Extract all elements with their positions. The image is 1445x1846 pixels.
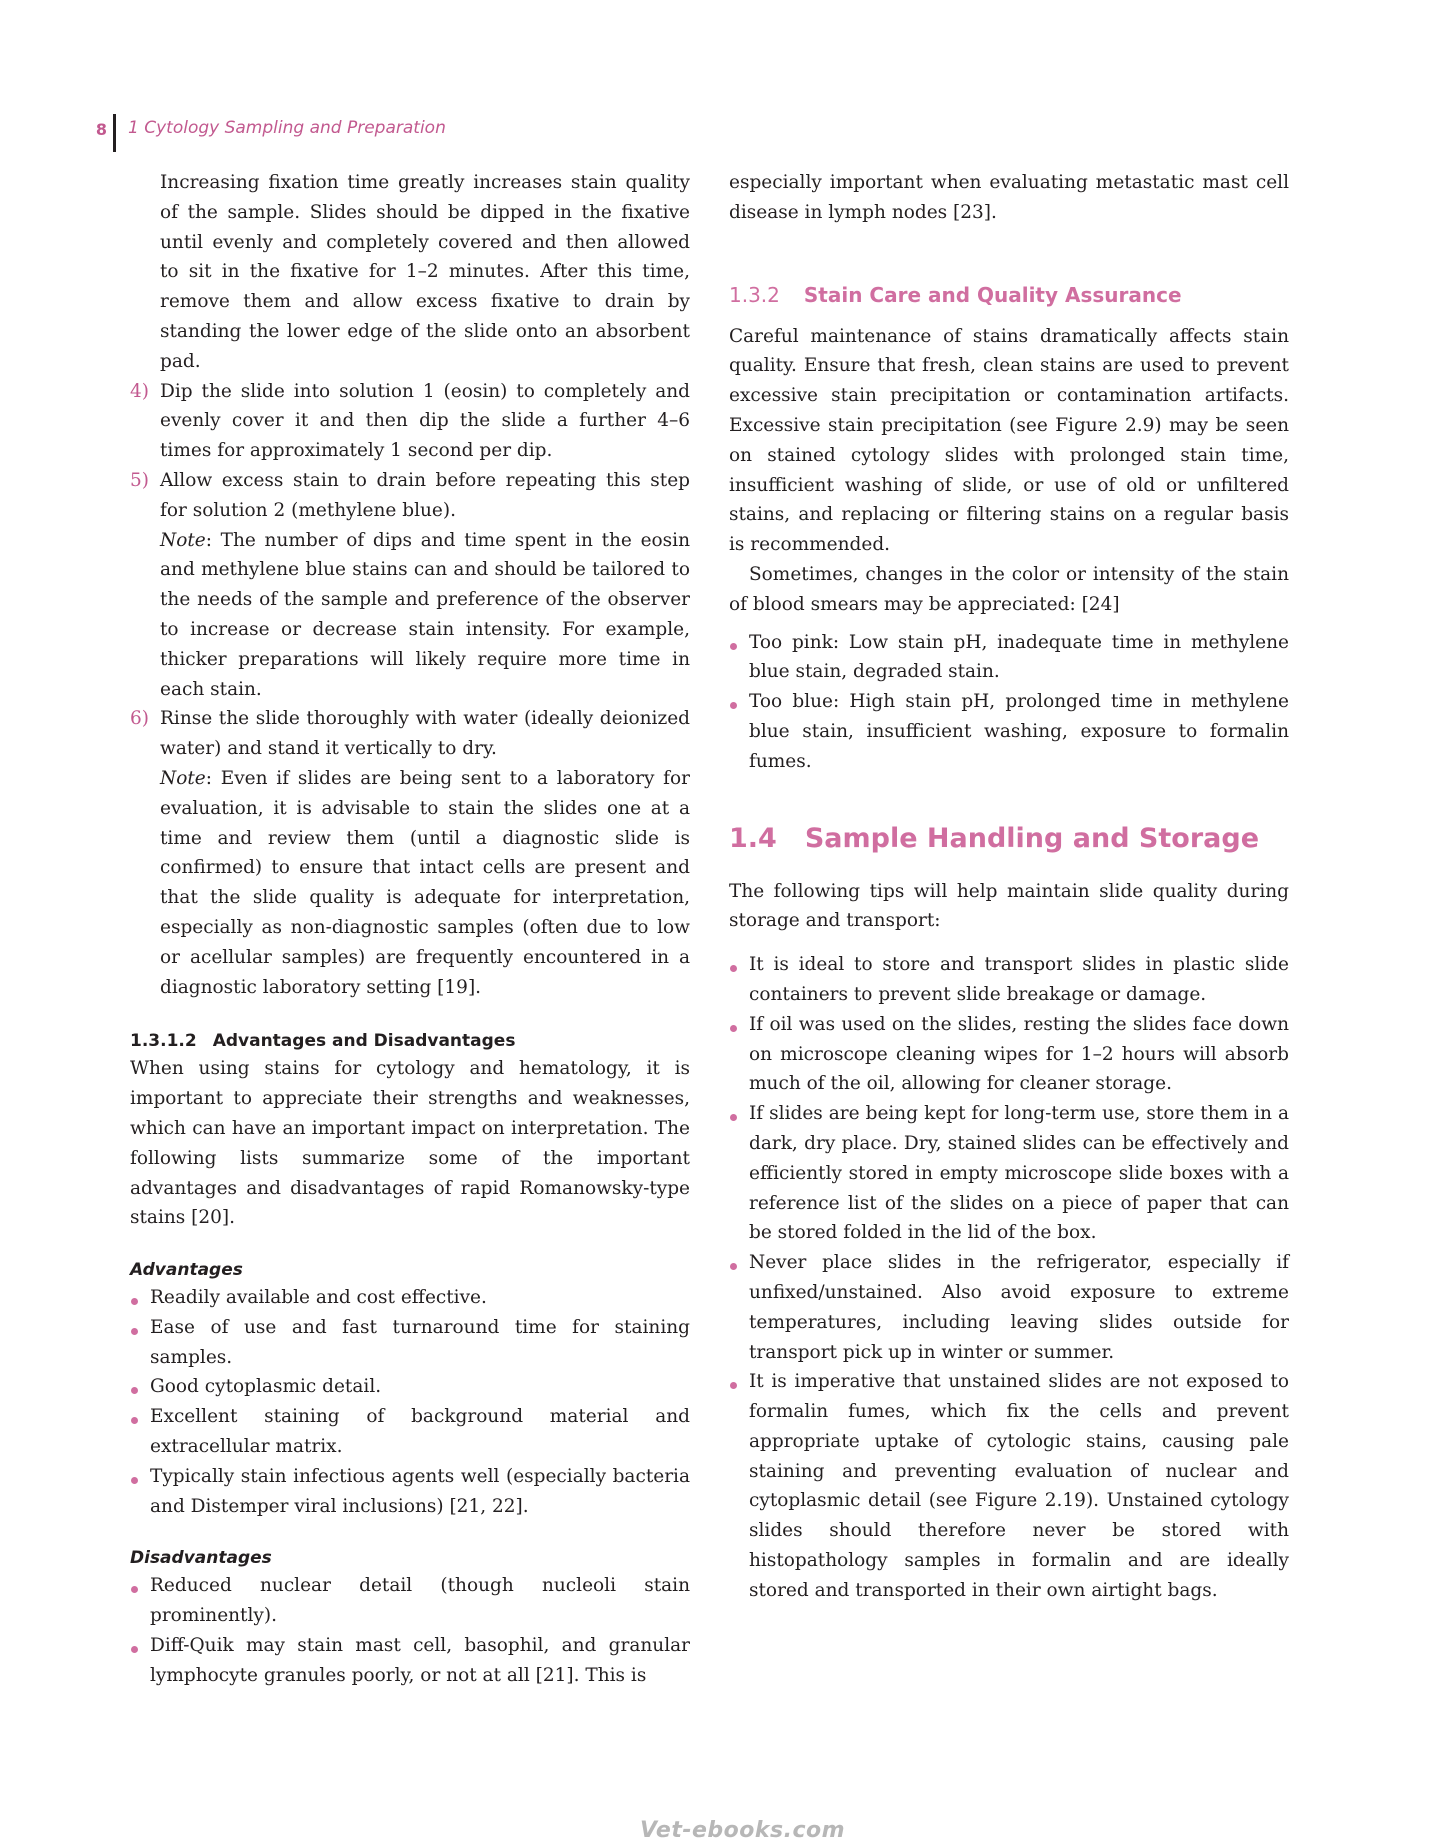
list-item: Too pink: Low stain pH, inadequate time in methylene blue stain, degraded stain. xyxy=(729,628,1289,688)
list-item: Typically stain infectious agents well (especially bacteria and Distemper viral inclusions) [21, 22]. xyxy=(130,1462,690,1522)
step-note xyxy=(160,526,690,705)
step-item xyxy=(130,466,690,704)
step-text: Dip the slide into solution 1 (eosin) to completely and evenly cover it and then dip the slide a further 4–6 times for approximately 1 second per dip. xyxy=(160,380,690,462)
step-text: Rinse the slide thoroughly with water (ideally deionized water) and stand it vertically to dry. xyxy=(160,708,690,760)
section-heading-stain-care xyxy=(729,280,1289,310)
note-label: Note xyxy=(160,767,206,789)
section-heading-handling xyxy=(729,821,1289,857)
tips-list xyxy=(729,950,1289,1606)
running-title: 1 Cytology Sampling and Preparation xyxy=(128,118,446,138)
disadvantages-list xyxy=(130,1571,690,1690)
step-number: 5) xyxy=(130,469,149,491)
list-item: Never place slides in the refrigerator, especially if unfixed/unstained. Also avoid exposure to extreme temperatures, including leaving slides outside for transport pick up in winter or summer. xyxy=(729,1248,1289,1367)
step-number: 4) xyxy=(130,380,149,402)
list-item: Readily available and cost effective. xyxy=(130,1283,690,1313)
advantages-list xyxy=(130,1283,690,1521)
note-text: : Even if slides are being sent to a laboratory for evaluation, it is advisable to stain the slides one at a time and review them (until a diagnostic slide is confirmed) to ensure that intact cells are present and that the slide quality is adequate for interpretation, especially as non-diagnostic samples (often due to low or acellular samples) are frequently encountered in a diagnostic laboratory setting [19]. xyxy=(160,767,690,998)
heading-title: Stain Care and Quality Assurance xyxy=(803,282,1182,307)
list-item: It is imperative that unstained slides are not exposed to formalin fumes, which fix the cells and prevent appropriate uptake of cytologic stains, causing pale staining and preventing evaluation of nuclear and cytoplasmic detail (see Figure 2.19). Unstained cytology slides should therefore never be stored with histopathology samples in formalin and are ideally stored and transported in their own airtight bags. xyxy=(729,1367,1289,1605)
right-column xyxy=(729,168,1289,1606)
heading-title: Sample Handling and Storage xyxy=(804,822,1260,854)
note-text: : The number of dips and time spent in the eosin and methylene blue stains can and should be tailored to the needs of the sample and preference of the observer to increase or decrease stain intensity. For example, thicker preparations will likely require more time in each stain. xyxy=(160,529,690,700)
paragraph-fixation: Increasing fixation time greatly increases stain quality of the sample. Slides should be dipped in the fixative until evenly and completely covered and then allowed to sit in the fixative for 1–2 minutes. After this time, remove them and allow excess fixative to drain by standing the lower edge of the slide onto an absorbent pad. xyxy=(160,172,690,372)
list-item: It is ideal to store and transport slides in plastic slide containers to prevent slide breakage or damage. xyxy=(729,950,1289,1010)
left-column xyxy=(130,168,690,1691)
heading-number: 1.4 xyxy=(729,822,777,854)
disadvantages-title: Disadvantages xyxy=(130,1548,272,1569)
step-number: 6) xyxy=(130,708,149,730)
paragraph-intro: When using stains for cytology and hematology, it is important to appreciate their strengths and weaknesses, which can have an important impact on interpretation. The following lists summarize some of the important advantages and disadvantages of rapid Romanowsky-type stains [20]. xyxy=(130,1058,690,1229)
step-note xyxy=(160,764,690,1002)
paragraph-sometimes: Sometimes, changes in the color or intensity of the stain of blood smears may be appreciated: [24] xyxy=(729,563,1289,615)
heading-title: Advantages and Disadvantages xyxy=(212,1031,516,1052)
paragraph-tips: The following tips will help maintain slide quality during storage and transport: xyxy=(729,880,1289,932)
color-changes-list xyxy=(729,628,1289,777)
list-item: Diff-Quik may stain mast cell, basophil, and granular lymphocyte granules poorly, or not at all [21]. This is xyxy=(130,1631,690,1691)
list-item: Reduced nuclear detail (though nucleoli stain prominently). xyxy=(130,1571,690,1631)
heading-number: 1.3.2 xyxy=(729,282,780,307)
paragraph-continued: especially important when evaluating metastatic mast cell disease in lymph nodes [23]. xyxy=(729,172,1289,223)
step-item xyxy=(130,704,690,1002)
page-number: 8 xyxy=(95,120,107,139)
header-rule xyxy=(113,114,116,152)
subsection-heading xyxy=(130,1028,690,1054)
list-item: Too blue: High stain pH, prolonged time in methylene blue stain, insufficient washing, exposure to formalin fumes. xyxy=(729,687,1289,776)
list-item: Ease of use and fast turnaround time for staining samples. xyxy=(130,1313,690,1373)
step-item xyxy=(130,377,690,466)
list-item: If oil was used on the slides, resting the slides face down on microscope cleaning wipes for 1–2 hours will absorb much of the oil, allowing for cleaner storage. xyxy=(729,1010,1289,1099)
list-item: Good cytoplasmic detail. xyxy=(130,1372,690,1402)
heading-number: 1.3.1.2 xyxy=(130,1031,197,1052)
advantages-title: Advantages xyxy=(130,1260,243,1281)
watermark: Vet-ebooks.com xyxy=(640,1818,846,1843)
note-label: Note xyxy=(160,529,206,551)
list-item: If slides are being kept for long-term use, store them in a dark, dry place. Dry, stained slides can be effectively and efficiently stored in empty microscope slide boxes with a reference list of the slides on a piece of paper that can be stored folded in the lid of the box. xyxy=(729,1099,1289,1248)
list-item: Excellent staining of background material and extracellular matrix. xyxy=(130,1402,690,1462)
step-text: Allow excess stain to drain before repeating this step for solution 2 (methylene blue). xyxy=(160,469,690,521)
paragraph-stain-care: Careful maintenance of stains dramatically affects stain quality. Ensure that fresh, clean stains are used to prevent excessive stain precipitation or contamination artifacts. Excessive stain precipitation (see Figure 2.9) may be seen on stained cytology slides with prolonged stain time, insufficient washing of slide, or use of old or unfiltered stains, and replacing or filtering stains on a regular basis is recommended. xyxy=(729,325,1289,556)
